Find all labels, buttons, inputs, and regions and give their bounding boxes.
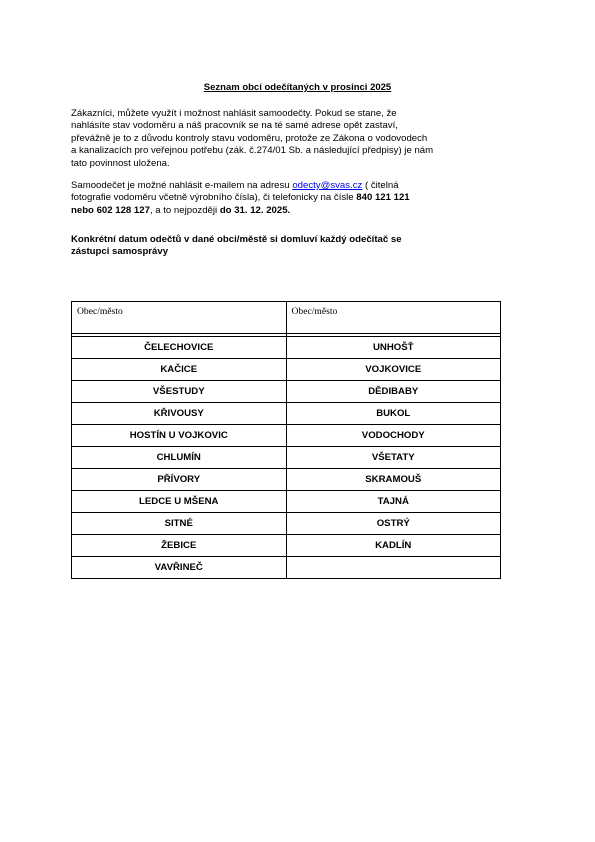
municipality-cell: ŽEBICE [72, 535, 287, 557]
table-row [72, 425, 501, 447]
municipality-cell: VAVŘINEČ [72, 557, 287, 579]
municipality-cell [286, 557, 501, 579]
note-line: zástupci samosprávy [71, 246, 169, 258]
table-row [72, 469, 501, 491]
deadline-date: do 31. 12. 2025. [219, 204, 291, 216]
municipality-cell: KŘIVOUSY [72, 403, 287, 425]
municipality-cell: VODOCHODY [286, 425, 501, 447]
table-row [72, 381, 501, 403]
intro-line: a kanalizacích pro veřejnou potřebu (zák. č.274/01 Sb. a následující předpisy) je nám [71, 145, 434, 157]
contact-prefix: Samoodečet je možné nahlásit e-mailem na adresu [71, 180, 293, 191]
table-row [72, 447, 501, 469]
table-row [72, 557, 501, 579]
municipality-cell: HOSTÍN U VOJKOVIC [72, 425, 287, 447]
municipality-cell: ČELECHOVICE [72, 337, 287, 359]
note-line: Konkrétní datum odečtů v dané obci/městě si domluví každý odečítač se [71, 234, 402, 245]
email-link[interactable]: odecty@svas.cz [292, 180, 363, 191]
contact-paragraph [71, 180, 531, 217]
contact-after-email: ( čitelná [362, 180, 399, 191]
municipality-cell: LEDCE U MŠENA [72, 491, 287, 513]
municipality-table [71, 301, 501, 579]
table-row [72, 403, 501, 425]
intro-line: nahlásíte stav vodoměru a náš pracovník se na té samé adrese opět zastaví, [71, 120, 398, 132]
contact-line [71, 192, 531, 204]
municipality-cell: DĚDIBABY [286, 381, 501, 403]
table-row [72, 359, 501, 381]
municipality-cell: VŠETATY [286, 447, 501, 469]
municipality-cell: KAČICE [72, 359, 287, 381]
municipality-cell: UNHOŠŤ [286, 337, 501, 359]
table-row [72, 491, 501, 513]
municipality-cell: BUKOL [286, 403, 501, 425]
municipality-cell: VŠESTUDY [72, 381, 287, 403]
phone-number: 840 121 121 [356, 192, 410, 204]
municipality-cell: CHLUMÍN [72, 447, 287, 469]
municipality-cell: SKRAMOUŠ [286, 469, 501, 491]
document-title: Seznam obcí odečítaných v prosinci 2025 [203, 82, 392, 93]
municipality-cell: VOJKOVICE [286, 359, 501, 381]
table-row [72, 337, 501, 359]
column-header: Obec/město [72, 302, 287, 334]
municipality-cell: TAJNÁ [286, 491, 501, 513]
table-header-row [72, 302, 501, 334]
contact-phone-text: fotografie vodoměru včetně výrobního čísla), či telefonicky na čísle [71, 192, 357, 204]
intro-line: převážně je to z důvodu kontroly stavu vodoměru, protože ze Zákona o vodovodech [71, 132, 428, 144]
note-paragraph [71, 234, 531, 259]
column-header: Obec/město [286, 302, 501, 334]
contact-line [71, 180, 531, 192]
municipality-cell: SITNÉ [72, 513, 287, 535]
table-row [72, 513, 501, 535]
contact-line [71, 205, 531, 217]
municipality-cell: PŘÍVORY [72, 469, 287, 491]
municipality-cell: OSTRÝ [286, 513, 501, 535]
intro-line: Zákazníci, můžete využít i možnost nahlásit samoodečty. Pokud se stane, že [71, 108, 397, 119]
contact-deadline-text: , a to nejpozději [149, 204, 220, 216]
intro-line: tato povinnost uložena. [71, 157, 170, 169]
intro-paragraph [71, 108, 531, 170]
table-row [72, 535, 501, 557]
municipality-cell: KADLÍN [286, 535, 501, 557]
phone-number-alt: nebo 602 128 127 [71, 204, 150, 216]
